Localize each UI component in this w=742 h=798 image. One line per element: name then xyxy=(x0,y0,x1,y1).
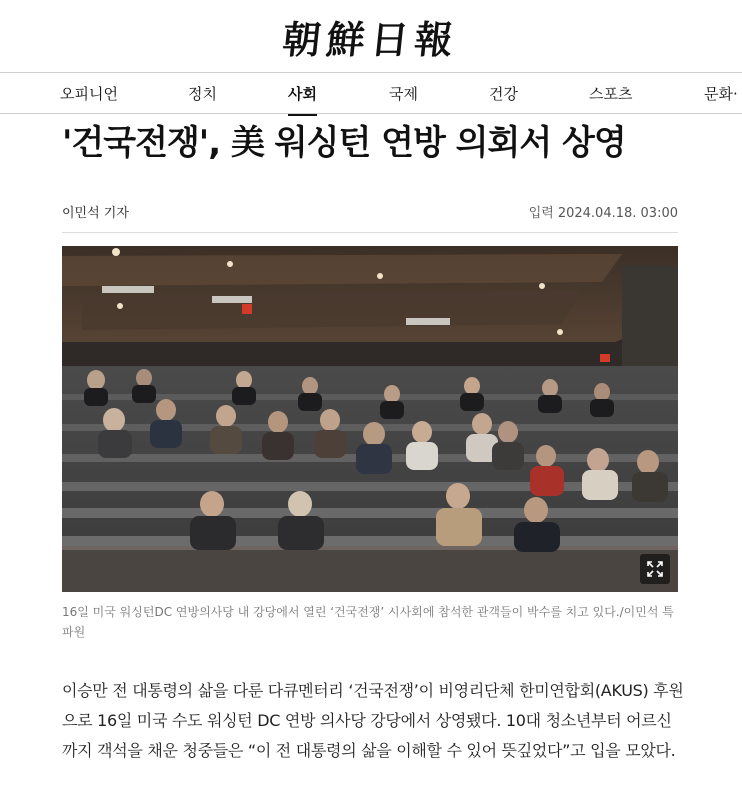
date-value: 2024.04.18. 03:00 xyxy=(557,206,678,221)
nav-item-health[interactable]: 건강 xyxy=(489,85,518,103)
reporter-byline[interactable]: 이민석 기자 xyxy=(62,206,129,221)
expand-icon xyxy=(646,560,664,578)
nav-item-politics[interactable]: 정치 xyxy=(188,85,217,103)
date-label: 입력 xyxy=(528,206,554,221)
auditorium-photo-illustration xyxy=(62,246,678,592)
nav-item-society[interactable]: 사회 xyxy=(288,73,317,115)
photo-caption: 16일 미국 워싱턴DC 연방의사당 내 강당에서 열린 ‘건국전쟁’ 시사회에 참석한 관객들이 박수를 치고 있다./이민석 특파원 xyxy=(62,605,674,639)
header-divider xyxy=(62,232,678,233)
nav-item-opinion[interactable]: 오피니언 xyxy=(60,85,118,103)
nav-item-culture[interactable]: 문화· xyxy=(704,85,738,103)
site-logo[interactable]: 朝鮮日報 xyxy=(280,16,462,62)
publish-date xyxy=(525,202,678,221)
article-photo[interactable] xyxy=(62,246,678,592)
article-body-paragraph: 이승만 전 대통령의 삶을 다룬 다큐멘터리 ‘건국전쟁’이 비영리단체 한미연합회(AKUS) 후원으로 16일 미국 수도 워싱턴 DC 연방 의사당 강당에서 상영됐다. 10대 청소년부터 어르신까지 객석을 채운 청중들은 “이 전 대통령의 삶을 이해할 수 있어 뜻깊었다”고 입을 모았다. xyxy=(62,681,684,760)
section-nav xyxy=(0,72,742,114)
masthead xyxy=(0,0,742,72)
article-headline: '건국전쟁', 美 워싱턴 연방 의회서 상영 xyxy=(62,123,626,163)
nav-item-sports[interactable]: 스포츠 xyxy=(589,85,633,103)
expand-photo-button[interactable] xyxy=(640,554,670,584)
nav-item-international[interactable]: 국제 xyxy=(389,85,418,103)
